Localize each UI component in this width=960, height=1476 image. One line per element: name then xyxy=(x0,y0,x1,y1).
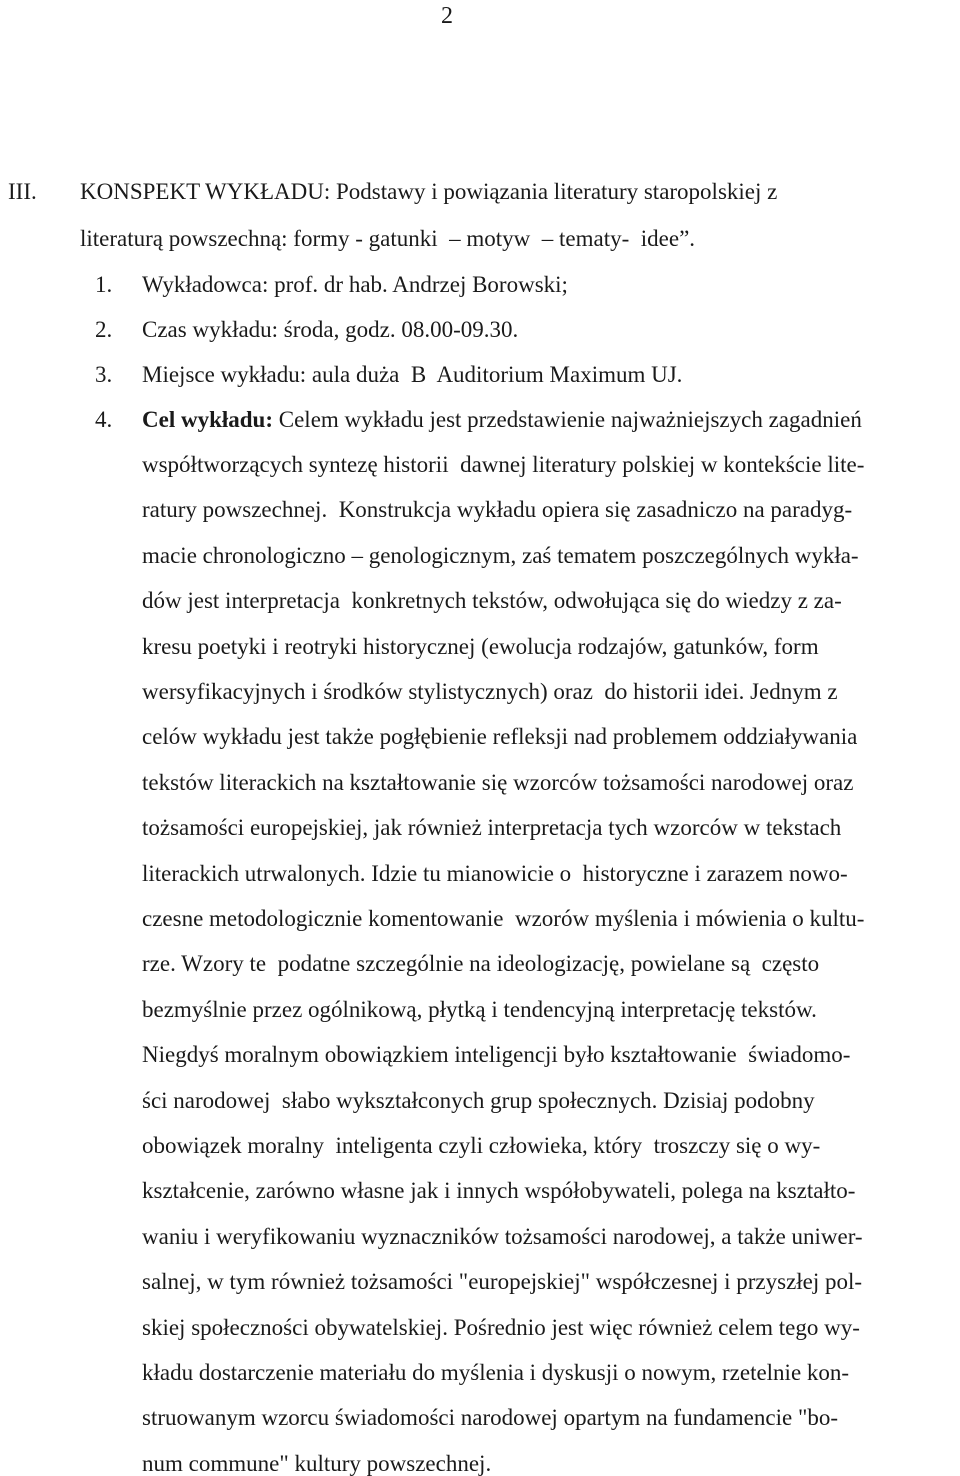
paragraph-line: kładu dostarczenie materiału do myślenia i dyskusji o nowym, rzetelnie kon- xyxy=(142,1360,850,1385)
paragraph-line: kształcenie, zarówno własne jak i innych współobywateli, polega na kształto- xyxy=(142,1178,856,1203)
item-4-label: Cel wykładu: xyxy=(142,407,273,432)
paragraph-line: rze. Wzory te podatne szczególnie na ideologizację, powielane są często xyxy=(142,951,820,976)
section-title-line-1: KONSPEKT WYKŁADU: Podstawy i powiązania literatury staropolskiej z xyxy=(80,179,778,204)
paragraph-line: bezmyślnie przez ogólnikową, płytką i tendencyjną interpretację tekstów. xyxy=(142,997,817,1022)
paragraph-line: waniu i weryfikowaniu wyznaczników tożsamości narodowej, a także uniwer- xyxy=(142,1224,863,1249)
item-3-number: 3. xyxy=(95,362,113,387)
paragraph-line: wersyfikacyjnych i środków stylistycznych) oraz do historii idei. Jednym z xyxy=(142,679,838,704)
paragraph-line: struowanym wzorcu świadomości narodowej opartym na fundamencie "bo- xyxy=(142,1405,838,1430)
item-1-number: 1. xyxy=(95,272,113,297)
item-2-number: 2. xyxy=(95,317,113,342)
paragraph-line: kresu poetyki i reotryki historycznej (ewolucja rodzajów, gatunków, form xyxy=(142,634,819,659)
paragraph-line: współtworzących syntezę historii dawnej literatury polskiej w kontekście lite- xyxy=(142,452,865,477)
paragraph-line: skiej społeczności obywatelskiej. Pośrednio jest więc również celem tego wy- xyxy=(142,1315,860,1340)
page-number: 2 xyxy=(441,3,453,29)
item-4-first-line xyxy=(142,408,862,431)
paragraph-line: num commune" kultury powszechnej. xyxy=(142,1451,492,1476)
item-1-text: Wykładowca: prof. dr hab. Andrzej Borowski; xyxy=(142,272,568,297)
section-numeral: III. xyxy=(8,179,37,204)
paragraph-line: tekstów literackich na kształtowanie się wzorców tożsamości narodowej oraz xyxy=(142,770,854,795)
item-3-text: Miejsce wykładu: aula duża B Auditorium Maximum UJ. xyxy=(142,362,683,387)
paragraph-line: czesne metodologicznie komentowanie wzorów myślenia i mówienia o kultu- xyxy=(142,906,865,931)
paragraph-line: obowiązek moralny inteligenta czyli człowieka, który troszczy się o wy- xyxy=(142,1133,821,1158)
item-2-text: Czas wykładu: środa, godz. 08.00-09.30. xyxy=(142,317,519,342)
paragraph-line: celów wykładu jest także pogłębienie refleksji nad problemem oddziaływania xyxy=(142,724,858,749)
item-4-first-line-text: Celem wykładu jest przedstawienie najważniejszych zagadnień xyxy=(273,407,862,432)
paragraph-line: salnej, w tym również tożsamości "europejskiej" współczesnej i przyszłej pol- xyxy=(142,1269,863,1294)
paragraph-line: ści narodowej słabo wykształconych grup społecznych. Dzisiaj podobny xyxy=(142,1088,815,1113)
paragraph-line: tożsamości europejskiej, jak również interpretacja tych wzorców w tekstach xyxy=(142,815,842,840)
item-4-number: 4. xyxy=(95,407,113,432)
paragraph-line: dów jest interpretacja konkretnych tekstów, odwołująca się do wiedzy z za- xyxy=(142,588,842,613)
section-title-line-2: literaturą powszechną: formy - gatunki – motyw – tematy- idee”. xyxy=(80,226,696,251)
paragraph-line: ratury powszechnej. Konstrukcja wykładu opiera się zasadniczo na paradyg- xyxy=(142,497,853,522)
paragraph-line: Niegdyś moralnym obowiązkiem inteligencji było kształtowanie świadomo- xyxy=(142,1042,851,1067)
paragraph-line: macie chronologiczno – genologicznym, zaś tematem poszczególnych wykła- xyxy=(142,543,859,568)
paragraph-line: literackich utrwalonych. Idzie tu mianowicie o historyczne i zarazem nowo- xyxy=(142,861,848,886)
